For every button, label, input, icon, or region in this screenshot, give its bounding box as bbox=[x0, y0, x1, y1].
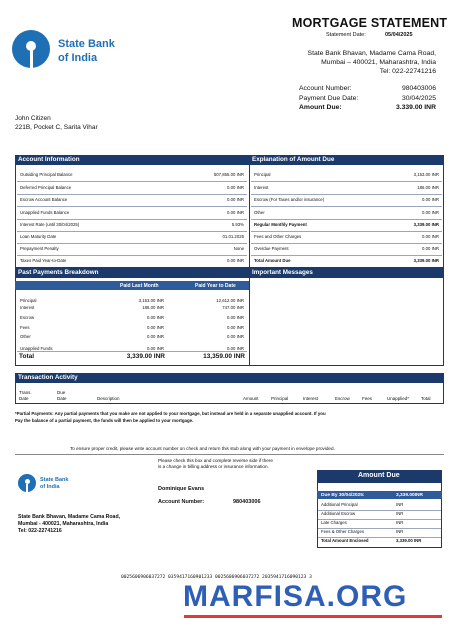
stub-amount-row-value: 3,339.00 INR bbox=[396, 538, 422, 543]
account-number-label: Account Number: bbox=[299, 85, 352, 92]
explanation-row-value: 186.00 INR bbox=[417, 185, 439, 190]
transaction-title: Transaction Activity bbox=[18, 374, 78, 381]
stub-amount-row-value: INR bbox=[396, 511, 404, 516]
past-payment-label: Interest bbox=[20, 305, 35, 310]
stub-amount-row bbox=[318, 502, 438, 508]
bank-name-line2: of India bbox=[58, 52, 98, 64]
past-payment-row bbox=[17, 305, 247, 311]
explanation-row-label: Fees and Other Charges bbox=[254, 234, 302, 239]
row-divider bbox=[17, 231, 247, 232]
stub-check-line1: Please check this box and complete reverse side if there bbox=[158, 458, 273, 463]
micr-line: 0025606906037272 0359417160901233 0025606906037272 2035941716090123 3 bbox=[121, 575, 312, 580]
stub-address-line1: State Bank Bhavan, Madame Cama Road, bbox=[18, 514, 121, 520]
watermark-text: MARFISA.ORG bbox=[183, 580, 408, 613]
explanation-row bbox=[251, 197, 442, 203]
col-escrow: Escrow bbox=[335, 396, 350, 401]
account-info-row bbox=[17, 197, 247, 203]
stub-check-line2: is a change in billing address or insurance information. bbox=[158, 464, 269, 469]
account-info-row-value: 0.00 INR bbox=[227, 210, 244, 215]
explanation-row-label: Escrow (For Taxes and/or insurance) bbox=[254, 197, 325, 202]
explanation-row-label: Regular Monthly Payment bbox=[254, 222, 307, 227]
col-total: Total bbox=[421, 396, 431, 401]
explanation-row-label: Principal bbox=[254, 172, 271, 177]
account-info-row bbox=[17, 234, 247, 240]
explanation-row-value: 0.00 INR bbox=[422, 210, 439, 215]
col-unapplied: Unapplied* bbox=[387, 396, 410, 401]
explanation-row-value: 3,153.00 INR bbox=[413, 172, 439, 177]
past-payment-ytd: 12,612.00 INR bbox=[216, 298, 244, 303]
stub-address-line2: Mumbai - 400021, Maharashtra, India bbox=[18, 521, 109, 527]
bank-address-line2: Mumbai – 400021, Maharashtra, India bbox=[321, 59, 436, 66]
explanation-row bbox=[251, 172, 442, 178]
account-info-row bbox=[17, 258, 247, 264]
past-payment-last: 0.00 INR bbox=[147, 334, 164, 339]
past-payment-row bbox=[17, 334, 247, 340]
past-payment-last: 186.00 INR bbox=[142, 305, 164, 310]
account-info-row-label: Interest Rate (until 30/04/2025) bbox=[20, 222, 80, 227]
account-info-row bbox=[17, 246, 247, 252]
account-info-row bbox=[17, 222, 247, 228]
customer-address: 221B, Pocket C, Sarita Vihar bbox=[15, 124, 98, 131]
col-trans-date: Date bbox=[19, 396, 29, 401]
amount-due-value: 3.339.00 INR bbox=[395, 104, 436, 111]
account-info-header bbox=[15, 155, 249, 165]
important-messages-title: Important Messages bbox=[252, 269, 313, 276]
bank-tel: Tel: 022-22741216 bbox=[379, 68, 436, 75]
account-info-row-label: Deferred Principal Balance bbox=[20, 185, 72, 190]
row-divider bbox=[251, 255, 442, 256]
past-payments-header bbox=[15, 268, 249, 278]
explanation-row-label: Overdue Payment bbox=[254, 246, 289, 251]
stub-amount-row bbox=[318, 511, 438, 517]
row-divider bbox=[251, 181, 442, 182]
row-divider bbox=[17, 181, 247, 182]
col-interest: Interest bbox=[303, 396, 319, 401]
col-trans: Trans. bbox=[19, 390, 32, 395]
explanation-row bbox=[251, 234, 442, 240]
stub-bank-name-line1: State Bank bbox=[40, 477, 69, 483]
explanation-row-value: 0.00 INR bbox=[422, 234, 439, 239]
row-divider bbox=[251, 206, 442, 207]
stub-tel: Tel: 022-22741216 bbox=[18, 528, 62, 534]
stub-separator bbox=[15, 454, 444, 455]
row-divider bbox=[17, 255, 247, 256]
row-divider bbox=[17, 206, 247, 207]
payment-due-label: Payment Due Date: bbox=[299, 95, 359, 102]
panel-divider bbox=[249, 155, 250, 268]
past-payment-last: 3,153.00 INR bbox=[138, 298, 164, 303]
col-paid-last-month: Paid Last Month bbox=[120, 283, 159, 289]
account-info-row bbox=[17, 210, 247, 216]
past-payment-label: Fees bbox=[20, 325, 30, 330]
past-payment-row bbox=[17, 325, 247, 331]
statement-date-label: Statement Date: bbox=[326, 32, 366, 38]
row-divider bbox=[17, 219, 247, 220]
stub-instruction: To ensure proper credit, please write account number on check and return this stub along with your payment in envelope provided. bbox=[70, 446, 335, 451]
col-paid-ytd: Paid Year to Date bbox=[195, 283, 236, 289]
account-info-row-label: Outsiding Principal Balance bbox=[20, 172, 73, 177]
stub-amount-row-value: INR bbox=[396, 520, 404, 525]
explanation-row-label: Other bbox=[254, 210, 265, 215]
explanation-row bbox=[251, 246, 442, 252]
account-info-row-value: None bbox=[233, 246, 244, 251]
account-info-row-value: 0.00 INR bbox=[227, 185, 244, 190]
row-divider bbox=[251, 219, 442, 220]
col-description: Description bbox=[97, 396, 120, 401]
bank-address-line1: State Bank Bhavan, Madame Cama Road, bbox=[307, 50, 436, 57]
stub-sbi-logo-icon bbox=[18, 474, 36, 492]
stub-account-label: Account Number: bbox=[158, 499, 205, 505]
account-info-row-label: Taxes Paid Year-to-Date bbox=[20, 258, 67, 263]
explanation-row bbox=[251, 210, 442, 216]
explanation-row bbox=[251, 222, 442, 228]
col-amount: Amount bbox=[243, 396, 259, 401]
account-info-row-label: Unapplied Funds Balance bbox=[20, 210, 70, 215]
past-payment-last: 0.00 INR bbox=[147, 325, 164, 330]
explanation-row-label: Total Amount Due bbox=[254, 258, 291, 263]
account-info-title: Account Information bbox=[18, 156, 80, 163]
past-total-ytd: 13,359.00 INR bbox=[203, 353, 245, 360]
past-payment-label: Principal bbox=[20, 298, 37, 303]
stub-amount-row-label: Total Amount Enclosed bbox=[321, 538, 369, 543]
account-info-row bbox=[17, 185, 247, 191]
watermark-underline bbox=[184, 615, 442, 618]
partial-note-line1: *Partial Payments: Any partial payments that you make are not applied to your mortgage, but instead are held in a separate unapplied account. If you bbox=[15, 411, 326, 416]
explanation-row-value: 3,339.00 INR bbox=[413, 222, 439, 227]
past-payment-label: Other bbox=[20, 334, 31, 339]
past-payment-last: 0.00 INR bbox=[147, 346, 164, 351]
important-messages-header bbox=[249, 268, 444, 278]
past-payment-ytd: 0.00 INR bbox=[227, 325, 244, 330]
col-due-date: Date bbox=[57, 396, 67, 401]
bank-name-line1: State Bank bbox=[58, 38, 115, 50]
col-principal: Principal bbox=[271, 396, 289, 401]
row-divider bbox=[17, 243, 247, 244]
explanation-row bbox=[251, 258, 442, 264]
row-divider bbox=[17, 194, 247, 195]
row-divider bbox=[17, 351, 247, 352]
explanation-row bbox=[251, 185, 442, 191]
statement-date: 05/04/2025 bbox=[385, 32, 413, 38]
customer-name: John Citizen bbox=[15, 115, 51, 122]
row-divider bbox=[251, 194, 442, 195]
row-divider bbox=[251, 231, 442, 232]
account-number: 980403006 bbox=[401, 85, 436, 92]
account-info-row-label: Escrow Account Balance bbox=[20, 197, 68, 202]
stub-amount-row bbox=[318, 538, 438, 544]
past-payment-last: 0.00 INR bbox=[147, 315, 164, 320]
stub-amount-row-label: Fees & Other Charges bbox=[321, 529, 364, 534]
past-payment-label: Unapplied Funds bbox=[20, 346, 53, 351]
past-total-last: 3,339.00 INR bbox=[126, 353, 165, 360]
row-divider bbox=[251, 243, 442, 244]
stub-amount-row-label: Additional Escrow bbox=[321, 511, 356, 516]
explanation-row-label: Interest bbox=[254, 185, 269, 190]
account-info-row-label: Loan Maturity Date bbox=[20, 234, 57, 239]
stub-amount-row-value: INR bbox=[396, 502, 404, 507]
stub-due-label: Due By 30/04/2025: bbox=[321, 493, 365, 498]
past-payment-ytd: 0.00 INR bbox=[227, 346, 244, 351]
account-info-row-value: 01.01.2025 bbox=[222, 234, 244, 239]
sbi-logo-icon bbox=[12, 30, 50, 68]
past-payment-row bbox=[17, 315, 247, 321]
account-info-row-value: 0.00 INR bbox=[227, 197, 244, 202]
amount-due-label: Amount Due: bbox=[299, 104, 342, 111]
col-fees: Fees bbox=[362, 396, 373, 401]
page-title: MORTGAGE STATEMENT bbox=[292, 16, 448, 30]
past-payment-row bbox=[17, 298, 247, 304]
account-info-row-label: Prepayment Penalty bbox=[20, 246, 59, 251]
stub-amount-due-title: Amount Due bbox=[358, 472, 400, 479]
past-payment-ytd: 0.00 INR bbox=[227, 315, 244, 320]
transaction-header bbox=[15, 373, 444, 383]
col-due: Due bbox=[57, 390, 66, 395]
stub-bank-name-line2: of India bbox=[40, 484, 60, 490]
stub-amount-row-label: Additional Principal bbox=[321, 502, 358, 507]
stub-amount-row bbox=[318, 520, 438, 526]
past-payment-ytd: 747.00 INR bbox=[222, 305, 244, 310]
stub-amount-row bbox=[318, 529, 438, 535]
explanation-row-value: 3,339.00 INR bbox=[413, 258, 439, 263]
stub-amount-row-label: Late Charges bbox=[321, 520, 347, 525]
stub-account-number: 980403006 bbox=[233, 499, 261, 505]
explanation-title: Explanation of Amount Due bbox=[252, 156, 335, 163]
stub-due-value: 3,339.00INR bbox=[396, 493, 423, 498]
past-total-label: Total bbox=[19, 353, 35, 360]
account-info-row-value: 0.00 INR bbox=[227, 258, 244, 263]
past-payments-title: Past Payments Breakdown bbox=[18, 269, 99, 276]
panel-divider-2 bbox=[249, 268, 250, 366]
past-payment-ytd: 0.00 INR bbox=[227, 334, 244, 339]
payment-due-date: 30/04/2025 bbox=[401, 95, 436, 102]
explanation-header bbox=[249, 155, 444, 165]
partial-note-line2: Pay the balance of a partial payment, the funds will then be applied to your mortgage. bbox=[15, 418, 194, 423]
account-info-row bbox=[17, 172, 247, 178]
past-payment-label: Escrow bbox=[20, 315, 35, 320]
account-info-row-value: 507,855.00 INR bbox=[213, 172, 244, 177]
account-info-row-value: 5.93% bbox=[231, 222, 244, 227]
explanation-row-value: 0.00 INR bbox=[422, 246, 439, 251]
stub-customer-name: Dominique Evans bbox=[158, 486, 205, 492]
explanation-row-value: 0.00 INR bbox=[422, 197, 439, 202]
stub-amount-row-value: INR bbox=[396, 529, 404, 534]
